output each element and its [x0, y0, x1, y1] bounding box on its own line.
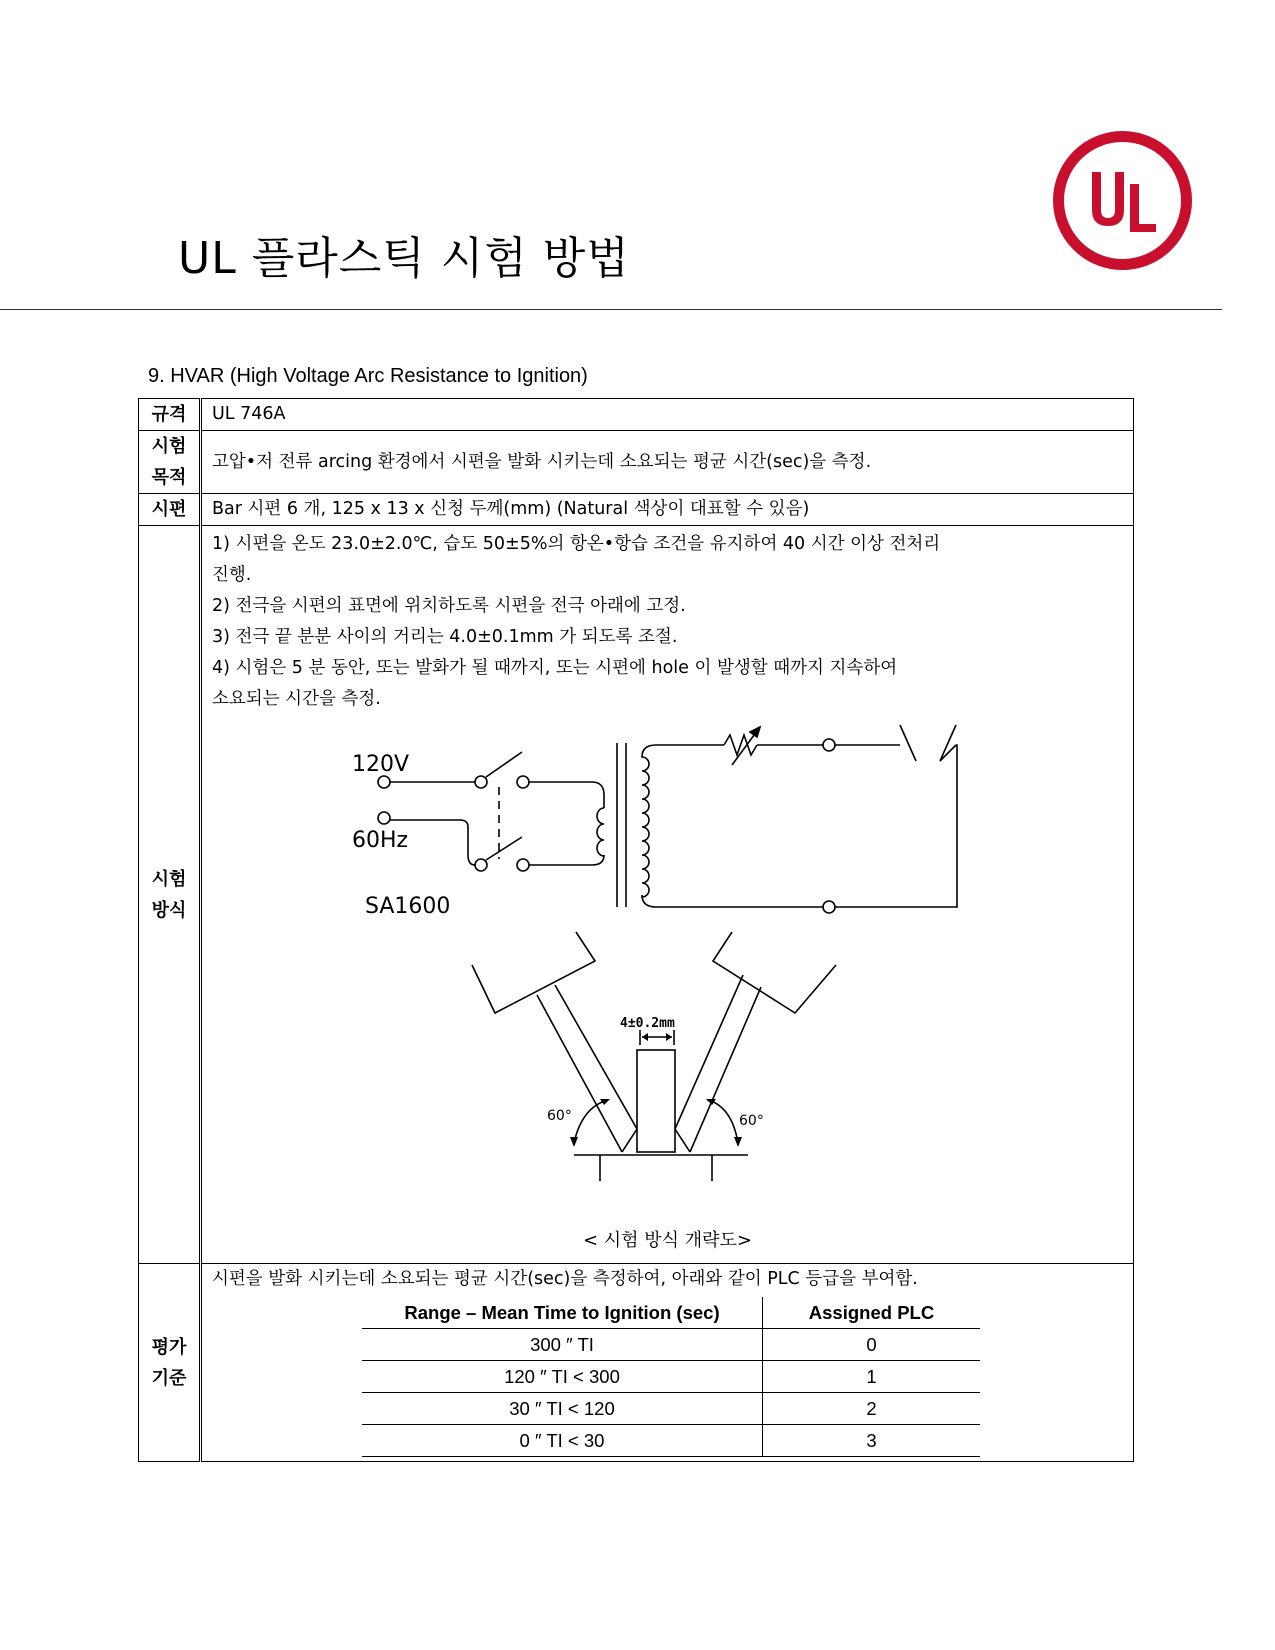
schematic-drawing [212, 715, 1126, 1263]
label-evaluation: 평가 기준 [139, 1264, 201, 1462]
test-schematic [212, 715, 1123, 1263]
plc-value: 3 [763, 1425, 981, 1457]
method-line: 4) 시험은 5 분 동안, 또는 발화가 될 때까지, 또는 시편에 hole 이 발생할 때까지 지속하여 [212, 658, 898, 678]
plc-row [362, 1361, 980, 1393]
plc-value: 0 [763, 1329, 981, 1361]
circuit-diagram [378, 725, 957, 913]
method-line: 2) 전극을 시편의 표면에 위치하도록 시편을 전극 아래에 고정. [212, 596, 686, 616]
row-specimen [139, 494, 1134, 526]
value-evaluation [201, 1264, 1134, 1462]
frequency-label: 60Hz [352, 828, 409, 853]
value-purpose: 고압•저 전류 arcing 환경에서 시편을 발화 시키는데 소요되는 평균 시간(sec)을 측정. [201, 431, 1134, 494]
plc-range: 0 ″ TI < 30 [362, 1425, 763, 1457]
row-purpose [139, 431, 1134, 494]
method-steps [212, 526, 1123, 715]
plc-header-row [362, 1297, 980, 1329]
evaluation-intro: 시편을 발화 시키는데 소요되는 평균 시간(sec)을 측정하여, 아래와 같이 PLC 등급을 부여함. [212, 1269, 918, 1289]
plc-range: 120 ″ TI < 300 [362, 1361, 763, 1393]
angle-right-label: 60° [739, 1113, 764, 1129]
label-specimen: 시편 [139, 494, 201, 526]
value-standard: UL 746A [201, 399, 1134, 431]
plc-value: 2 [763, 1393, 981, 1425]
ul-logo [1050, 128, 1195, 273]
label-method: 시험 방식 [139, 526, 201, 1264]
plc-header-plc: Assigned PLC [763, 1297, 981, 1329]
figure-caption: < 시험 방식 개략도> [582, 1230, 753, 1251]
spec-table [138, 398, 1134, 1462]
voltage-label: 120V [352, 752, 410, 777]
plc-row [362, 1393, 980, 1425]
plc-header-range: Range – Mean Time to Ignition (sec) [362, 1297, 763, 1329]
row-standard [139, 399, 1134, 431]
plc-row [362, 1329, 980, 1361]
value-specimen: Bar 시편 6 개, 125 x 13 x 신청 두께(mm) (Natural 색상이 대표할 수 있음) [201, 494, 1134, 526]
value-method [201, 526, 1134, 1264]
label-purpose: 시험 목적 [139, 431, 201, 494]
row-evaluation [139, 1264, 1134, 1462]
method-line: 소요되는 시간을 측정. [212, 689, 381, 709]
electrode-diagram [472, 932, 836, 1181]
method-line: 진행. [212, 565, 252, 585]
gap-label: 4±0.2mm [620, 1016, 675, 1031]
header-divider [0, 309, 1222, 310]
model-label: SA1600 [365, 894, 451, 919]
row-method [139, 526, 1134, 1264]
method-line: 3) 전극 끝 분분 사이의 거리는 4.0±0.1mm 가 되도록 조절. [212, 627, 678, 647]
plc-value: 1 [763, 1361, 981, 1393]
plc-range: 300 ″ TI [362, 1329, 763, 1361]
plc-range: 30 ″ TI < 120 [362, 1393, 763, 1425]
label-standard: 규격 [139, 399, 201, 431]
angle-left-label: 60° [547, 1108, 572, 1124]
section-heading: 9. HVAR (High Voltage Arc Resistance to Ignition) [148, 365, 588, 387]
plc-table [362, 1297, 980, 1457]
method-line: 1) 시편을 온도 23.0±2.0℃, 습도 50±5%의 항온•항습 조건을 유지하여 40 시간 이상 전처리 [212, 534, 941, 554]
plc-row [362, 1425, 980, 1457]
page-title: UL 플라스틱 시험 방법 [178, 233, 630, 284]
